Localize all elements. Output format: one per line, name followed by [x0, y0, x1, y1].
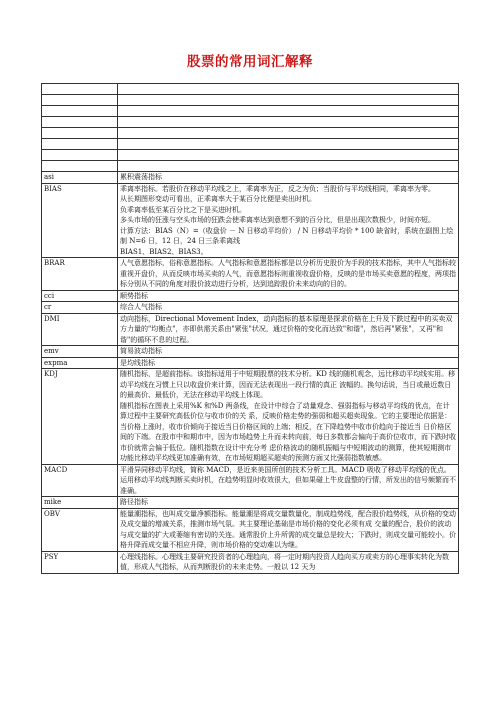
empty-term-cell [42, 117, 118, 128]
empty-row [42, 161, 459, 172]
definition-paragraph: BIAS1、BIAS2、BIAS3。 [120, 247, 208, 256]
empty-desc-cell [118, 84, 459, 95]
term-cell: emv [42, 346, 118, 358]
term-cell: expma [42, 357, 118, 369]
definition-paragraph: 动向指标，Directional Movement Index，动向指标的基本原理是探求价格在上升及下跌过程中的买卖双方力量的"均衡点"，亦即供需关系由"紧张"状况，通过价格的变化而达致"和谐"，然后再"紧张"，又再"和谐"的循环不息的过程。 [120, 314, 453, 344]
term-cell: BRAR [42, 258, 118, 291]
definition-paragraph: 平滑异同移动平均线，简称 MACD，是近来美国所创的技术分析工具。MACD 吸收了移动平均线的优点。运用移动平均线判断买卖时机，在趋势明显时收效很大，但如果碰上牛皮盘整的行情，所发出的信号频繁而不准确。 [120, 465, 456, 495]
definition-cell [118, 302, 459, 314]
term-cell: DMI [42, 313, 118, 346]
definition-paragraph: 从长期图形变动可看出，正乖离率大于某百分比便是卖出时机。 [120, 195, 316, 203]
definition-cell [118, 497, 459, 509]
empty-desc-cell [118, 150, 459, 161]
term-row [42, 497, 459, 509]
definition-cell [118, 551, 459, 573]
definition-paragraph: 简易波动指标 [120, 347, 162, 355]
empty-row [42, 128, 459, 139]
empty-term-cell [42, 139, 118, 150]
empty-desc-cell [118, 128, 459, 139]
term-cell: cci [42, 290, 118, 302]
term-cell: PSY [42, 551, 118, 573]
definition-paragraph: 随机指标在图表上采用%K 和%D 两条线，在设计中综合了动量观念、强弱指标与移动平均线的优点，在计算过程中主要研究高低价位与收市价的关 系，反映价格走势的强弱和超买超卖现象。它的主要理论依据是：当价格上涨时，收市价倾向于接近当日价格区间的上端；相反，在下降趋势中收市价趋向于接近当 日价格区间的下端。在股市中和期市中，因为市场趋势上升而未转向前，每日多数都会偏向于高价位收市，而下跌时收市价就常会偏于低位。随机指数在设计中充分考 虑价格波动的随机振幅与中短期波动的测算，使其短期测市功能比移动平均线更加准确有效，在市场短期超买超卖的预测方面又比强弱指数敏感。 [120, 401, 456, 462]
empty-term-cell [42, 161, 118, 172]
definition-paragraph: 心理线指标。心理线主要研究投资者的心理趋向，将一定时期内投资人趋向买方或卖方的心理事实转化为数值，形成人气指标，从而判断股价的未来走势。一般以 12 天为 [120, 552, 449, 571]
definition-paragraph: 负乖离率低至某百分比之下是买进时机。 [120, 205, 246, 214]
term-row [42, 172, 459, 184]
definition-cell [118, 464, 459, 497]
term-row [42, 313, 459, 346]
document-title: 股票的常用词汇解释 [187, 54, 313, 70]
definition-cell [118, 346, 459, 358]
definition-paragraph: 计算方法：BIAS（N）=（收盘价 － N 日移动平均价） / N 日移动平均价 * 100 缺省时，系统在副图上绘制 N=6 日，12 日，24 日三条乖离线 [120, 226, 454, 245]
definition-cell [118, 258, 459, 291]
term-cell: cr [42, 302, 118, 314]
term-row [42, 464, 459, 497]
term-row [42, 183, 459, 258]
definition-paragraph: 人气意愿指标，俗称意愿指标。人气指标和意愿指标都是以分析历史股价为手段的技术指标，其中人气指标较重视开盘价，从而反映市场买卖的人气，而意愿指标则重视收盘价格，反映的是市场买卖意愿的程度，两项指标分别从不同的角度对股价波动进行分析，达到追踪股价未来动向的目的。 [120, 259, 456, 288]
definition-paragraph: 累积震荡指标 [120, 173, 162, 181]
definition-paragraph: 随机指标，是超前指标。该指标适用于中短期股票的技术分析。KD 线的随机观念，远比移动平均线实用。移动平均线在习惯上只以收盘价来计算，因而无法表现出一段行情的真正 波幅的。换句话说，当日或最近数日的最高价、最低价，无法在移动平均线上体现。 [120, 370, 456, 399]
definition-cell [118, 313, 459, 346]
empty-term-cell [42, 150, 118, 161]
empty-row [42, 84, 459, 95]
empty-desc-cell [118, 95, 459, 106]
empty-row [42, 117, 459, 128]
definition-paragraph: 多头市场的狂涨与空头市场的狂跌会使乖离率达到意想不到的百分比，但是出现次数极少，时间亦短。 [120, 216, 435, 224]
empty-term-cell [42, 128, 118, 139]
definition-paragraph: 顺势指标 [120, 291, 148, 300]
definition-cell [118, 357, 459, 369]
term-row [42, 357, 459, 369]
empty-term-cell [42, 84, 118, 95]
definition-paragraph: 综合人气指标 [120, 303, 162, 311]
terms-table [41, 83, 459, 574]
empty-row [42, 106, 459, 117]
definition-cell [118, 369, 459, 465]
term-row [42, 551, 459, 573]
empty-row [42, 139, 459, 150]
empty-desc-cell [118, 139, 459, 150]
empty-term-cell [42, 95, 118, 106]
definition-paragraph: 乖离率指标。若股价在移动平均线之上，乖离率为正，反之为负；当股价与平均线相同，乖离率为零。 [120, 184, 435, 193]
term-cell: OBV [42, 508, 118, 551]
term-row [42, 508, 459, 551]
definition-cell [118, 508, 459, 551]
term-row [42, 302, 459, 314]
term-cell: KDJ [42, 369, 118, 465]
term-cell: asi [42, 172, 118, 184]
term-row [42, 369, 459, 465]
empty-desc-cell [118, 161, 459, 172]
term-cell: mike [42, 497, 118, 509]
definition-cell [118, 172, 459, 184]
definition-paragraph: 是均线指标 [120, 358, 155, 367]
empty-row [42, 150, 459, 161]
empty-desc-cell [118, 117, 459, 128]
term-row [42, 346, 459, 358]
definition-paragraph: 路径指标 [120, 498, 148, 506]
terms-table-body [42, 84, 459, 574]
empty-desc-cell [118, 106, 459, 117]
term-row [42, 258, 459, 291]
definition-cell [118, 183, 459, 258]
term-cell: BIAS [42, 183, 118, 258]
definition-cell [118, 290, 459, 302]
empty-term-cell [42, 106, 118, 117]
empty-row [42, 95, 459, 106]
term-cell: MACD [42, 464, 118, 497]
definition-paragraph: 能量潮指标，也叫成交量净额指标。能量潮是将成交量数量化，制成趋势线，配合股价趋势线，从价格的变动及成交量的增减关系，推测市场气氛。其主要理论基础是市场价格的变化必须有成 交量的配合，股价的波动与成交量的扩大或萎缩有密切的关连。通常股价上升所需的成交量总是较大；下跌时，则成交量可能较小。价格升降而成交量不相应升降，则市场价格的变动难以为继。 [120, 509, 456, 549]
term-row [42, 290, 459, 302]
